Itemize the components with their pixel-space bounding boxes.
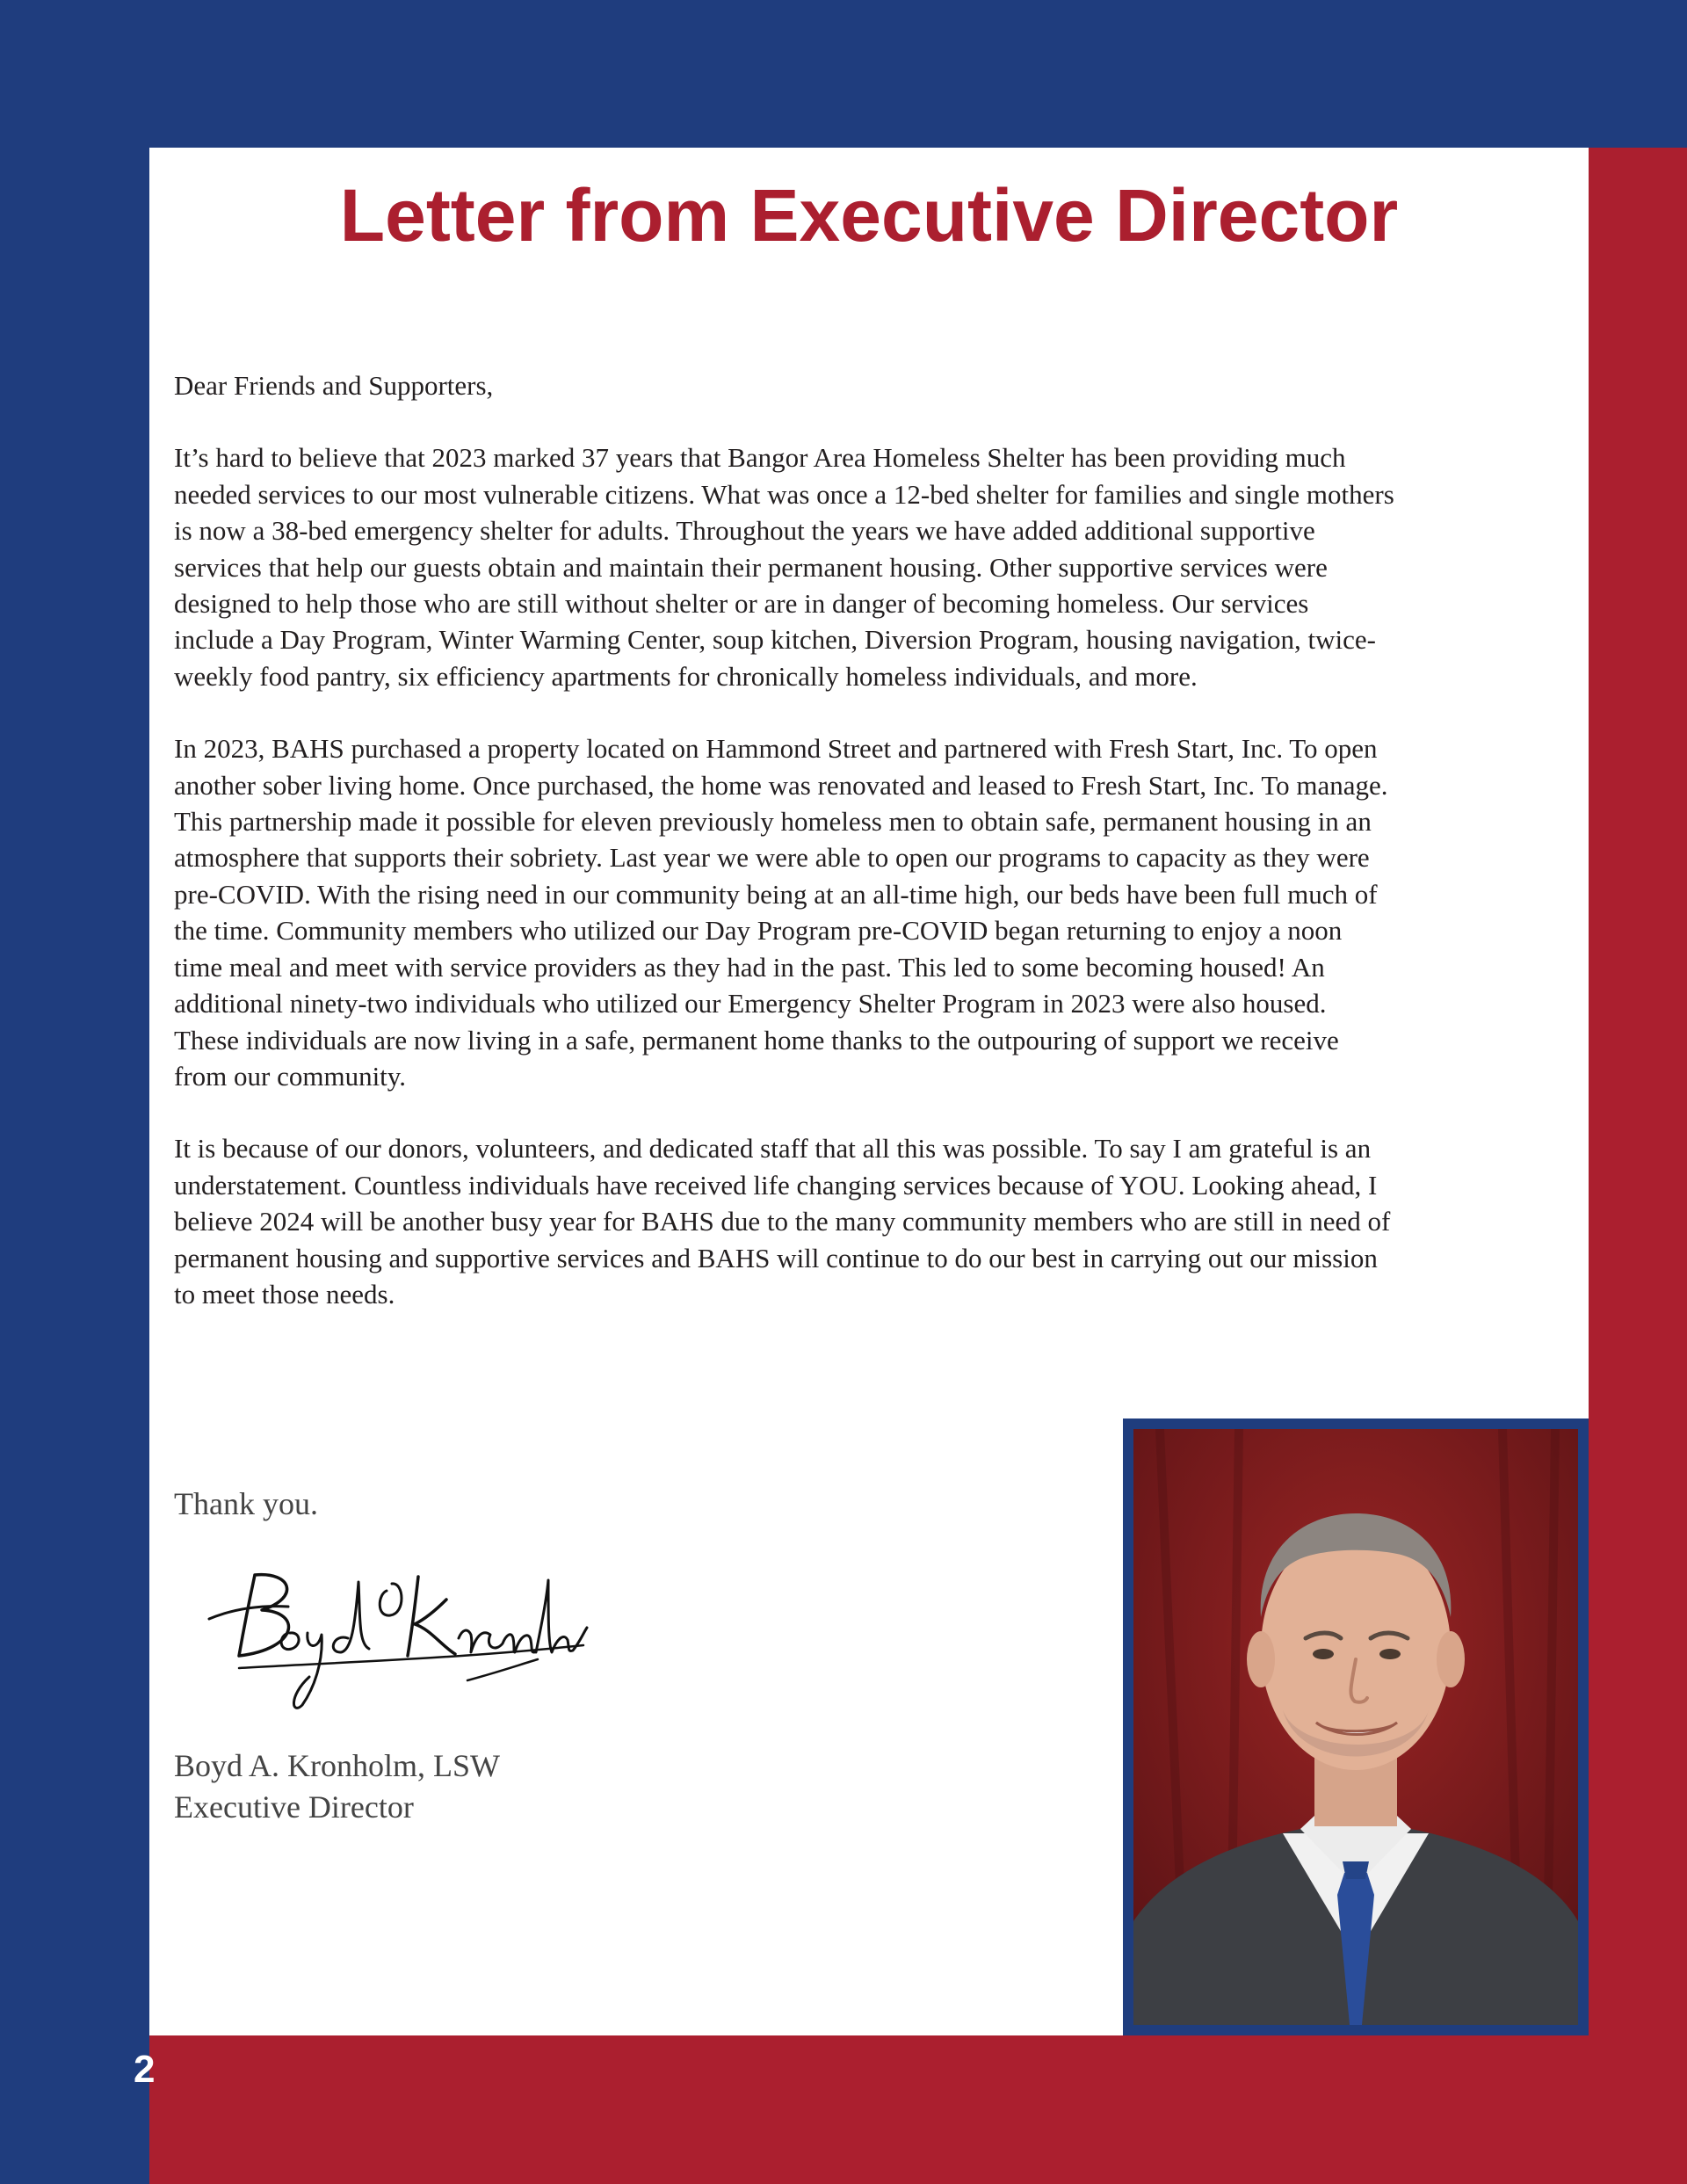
signer-name: Boyd A. Kronholm, LSW [174, 1748, 501, 1783]
signer-block [174, 1745, 500, 1828]
letter-body [174, 367, 1395, 1348]
executive-director-photo [1133, 1429, 1578, 2025]
photo-frame [1123, 1419, 1589, 2035]
top-blue-band [0, 0, 1687, 148]
salutation: Dear Friends and Supporters, [174, 370, 494, 401]
signer-title: Executive Director [174, 1789, 414, 1825]
letter-paragraph-3: It is because of our donors, volunteers, and dedicated staff that all this was possible. To say I am grateful is an understatement. Countless individuals have received life changing services because of YOU. Looking ahead, I believe 2024 will be another busy year for BAHS due to the many community members who are still in need of permanent housing and supportive services and BAHS will continue to do our best in carrying out our mission to meet those needs. [174, 1133, 1391, 1310]
portrait-illustration [1133, 1429, 1578, 2025]
right-red-band [1589, 148, 1687, 2184]
letter-paragraph-1: It’s hard to believe that 2023 marked 37 years that Bangor Area Homeless Shelter has been providing much needed services to our most vulnerable citizens. What was once a 12-bed shelter for families and single mothers is now a 38-bed emergency shelter for adults. Throughout the years we have added additional supportive services that help our guests obtain and maintain their permanent housing. Other supportive services were designed to help those who are still without shelter or are in danger of becoming homeless. Our services include a Day Program, Winter Warming Center, soup kitchen, Diversion Program, housing navigation, twice-weekly food pantry, six efficiency apartments for chronically homeless individuals, and more. [174, 442, 1394, 692]
page-title: Letter from Executive Director [339, 174, 1399, 257]
page-number: 2 [134, 2048, 156, 2091]
closing-line: Thank you. [174, 1486, 318, 1521]
signature [204, 1564, 590, 1723]
letter-paragraph-2: In 2023, BAHS purchased a property located on Hammond Street and partnered with Fresh Start, Inc. To open another sober living home. Once purchased, the home was renovated and leased to Fresh Start, Inc. To manage. This partnership made it possible for eleven previously homeless men to obtain safe, permanent housing in an atmosphere that supports their sobriety. Last year we were able to open our programs to capacity as they were pre-COVID. With the rising need in our community being at an all-time high, our beds have been full much of the time. Community members who utilized our Day Program pre-COVID began returning to enjoy a noon time meal and meet with service providers as they had in the past. This led to some becoming housed! An additional ninety-two individuals who utilized our Emergency Shelter Program in 2023 were also housed. These individuals are now living in a safe, permanent home thanks to the outpouring of support we receive from our community. [174, 733, 1388, 1092]
bottom-red-band [149, 2035, 1687, 2184]
left-blue-band [0, 0, 149, 2184]
